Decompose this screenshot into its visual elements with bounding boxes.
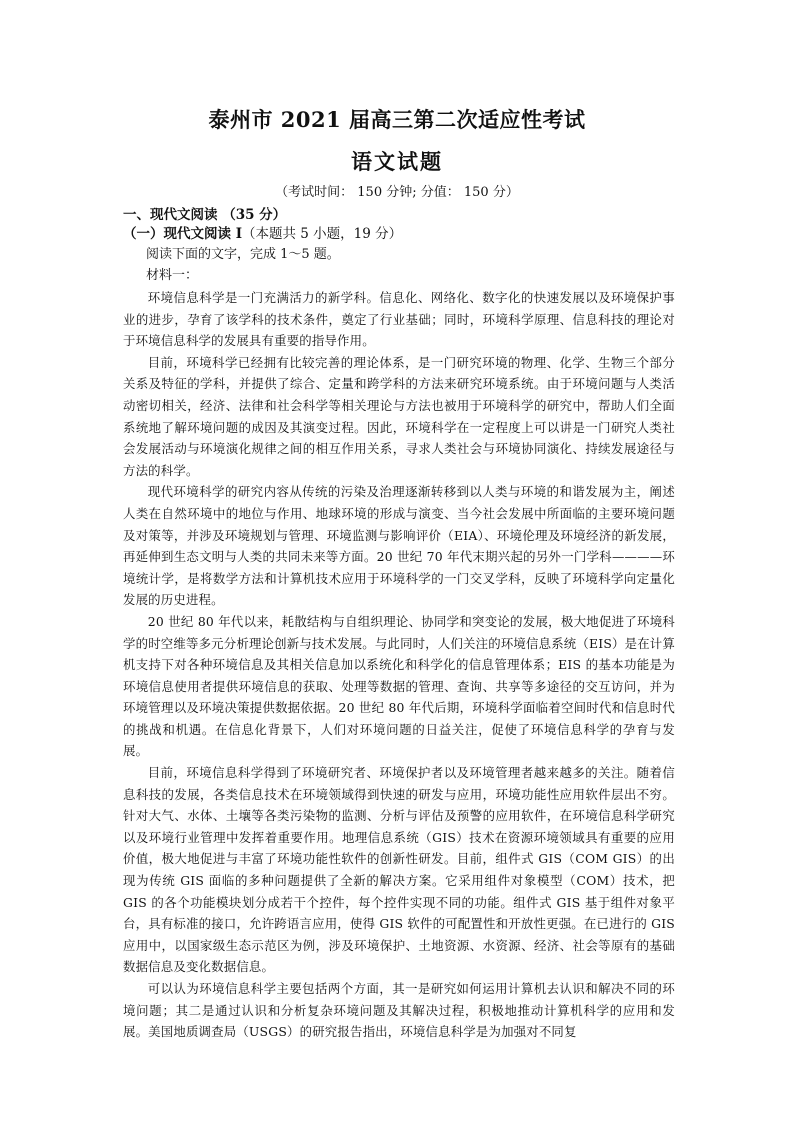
- article-body: [123, 287, 675, 1043]
- paragraph: 现代环境科学的研究内容从传统的污染及治理逐渐转移到以人类与环境的和谐发展为主，阐述人类在自然环境中的地位与作用、地球环境的形成与演变、当今社会发展中所面临的主要环境问题及对策等，并涉及环境规划与管理、环境监测与影响评价（EIA）、环境伦理及环境经济的新发展，再延伸到生态文明与人类的共同未来等方面。20 世纪 70 年代末期兴起的另外一门学科————环境统计学，是将数学方法和计算机技术应用于环境科学的一门交叉学科，反映了环境科学向定量化发展的历史进程。: [123, 484, 675, 608]
- reading-instruction: 阅读下面的文字，完成 1～5 题。: [146, 247, 340, 262]
- paragraph: 目前，环境信息科学得到了环境研究者、环境保护者以及环境管理者越来越多的关注。随着信息科技的发展，各类信息技术在环境领域得到快速的研发与应用，环境功能性应用软件层出不穷。针对大气、水体、土壤等各类污染物的监测、分析与评估及预警的应用软件，在环境信息科学研究以及环境行业管理中发挥着重要作用。地理信息系统（GIS）技术在资源环境领域具有重要的应用价值，极大地促进与丰富了环境功能性软件的创新性研发。目前，组件式 GIS（COM GIS）的出现为传统 GIS 面临的多种问题提供了全新的解决方案。它采用组件对象模型（COM）技术，把 GIS 的各个功能模块划分成若干个控件，每个控件实现不同的功能。组件式 GIS 基于组件对象平台，具有标准的接口，允许跨语言应用，使得 GIS 软件的可配置性和开放性更强。在已进行的 GIS 应用中，以国家级生态示范区为例，涉及环境保护、土地资源、水资源、经济、社会等原有的基础数据信息及变化数据信息。: [123, 765, 675, 975]
- section-heading-modern-reading: 一、现代文阅读 （35 分）: [123, 207, 287, 223]
- paragraph: 环境信息科学是一门充满活力的新学科。信息化、网络化、数字化的快速发展以及环境保护事业的进步，孕育了该学科的技术条件，奠定了行业基础；同时，环境科学原理、信息科技的理论对于环境信息科学的发展具有重要的指导作用。: [123, 290, 675, 349]
- subsection-note: （本题共 5 小题，19 分）: [242, 226, 403, 242]
- subsection-title: （一）现代文阅读 I: [123, 226, 243, 242]
- subsection-heading: [123, 222, 402, 242]
- exam-time-score-info: （考试时间： 150 分钟; 分值： 150 分）: [275, 185, 519, 200]
- paragraph: 20 世纪 80 年代以来，耗散结构与自组织理论、协同学和突变论的发展，极大地促进了环境科学的时空维等多元分析理论创新与技术发展。与此同时，人们关注的环境信息系统（EIS）是在计算机支持下对各种环境信息及其相关信息加以系统化和科学化的信息管理体系；EIS 的基本功能是为环境信息使用者提供环境信息的获取、处理等数据的管理、查询、共享等多途径的交互访问，并为环境管理以及环境决策提供数据依据。20 世纪 80 年代后期，环境科学面临着空间时代和信息时代的挑战和机遇。在信息化背景下，人们对环境问题的日益关注，促使了环境信息科学的孕育与发展。: [123, 613, 675, 759]
- paragraph: 可以认为环境信息科学主要包括两个方面，其一是研究如何运用计算机去认识和解决不同的环境问题；其二是通过认识和分析复杂环境问题及其解决过程，积极地推动计算机科学的应用和发展。美国地质调查局（USGS）的研究报告指出，环境信息科学是为加强对不同复: [123, 981, 675, 1040]
- exam-subtitle: 语文试题: [351, 149, 443, 174]
- material-label: 材料一：: [146, 268, 199, 283]
- exam-title: 泰州市 2021 届高三第二次适应性考试: [208, 107, 586, 132]
- paragraph: 目前，环境科学已经拥有比较完善的理论体系，是一门研究环境的物理、化学、生物三个部分关系及特征的学科，并提供了综合、定量和跨学科的方法来研究环境系统。由于环境问题与人类活动密切相关，经济、法律和社会科学等相关理论与方法也被用于环境科学的研究中，帮助人们全面系统地了解环境问题的成因及其演变过程。因此，环境科学在一定程度上可以讲是一门研究人类社会发展活动与环境演化规律之间的相互作用关系，寻求人类社会与环境协同演化、持续发展途径与方法的科学。: [123, 354, 675, 478]
